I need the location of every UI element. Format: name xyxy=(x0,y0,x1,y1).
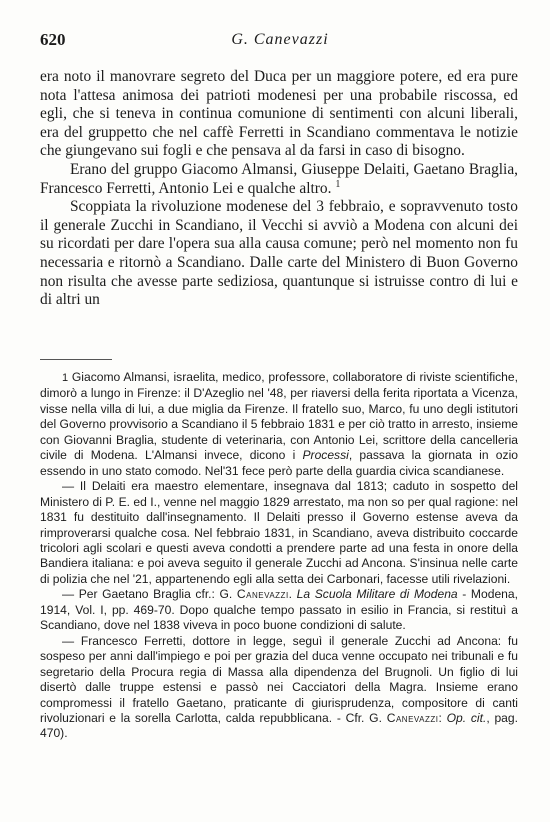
paragraph xyxy=(40,161,518,198)
paragraph-text: Erano del gruppo Giacomo Almansi, Giuseppe Delaiti, Gaetano Braglia, Francesco Ferretti, Antonio Lei e qualche altro. xyxy=(40,160,518,197)
footnote-text: . xyxy=(288,587,293,602)
footnote-separator xyxy=(40,359,112,360)
footnotes xyxy=(40,370,518,742)
footnote-reference[interactable]: 1 xyxy=(335,178,341,190)
work-title: La Scuola Militare di Modena xyxy=(296,587,458,602)
footnote: — Il Delaiti era maestro elementare, insegnava dal 1813; caduto in sospetto del Ministero di P. E. ed I., venne nel maggio 1829 arrestato, ma non so per qual ragione: nel 1831 fu destituito dall'insegnamento. Il Delaiti presso il Governo estense aveva da rimproverarsi qualche cosa. Nel febbraio 1831, in Scandiano, aveva distribuito coccarde tricolori agli scolari e questi aveva condotti a prendere parte ad una festa in onore della Bandiera italiana: e poi aveva seguito il generale Zucchi ad Ancona. S'insinua nelle carte di polizia che nel '21, appartenendo egli alla setta dei Carbonari, facesse utili rivelazioni. xyxy=(40,479,518,586)
footnote-text: , passava la giornata in ozio essendo in uno stato comodo. Nel'31 fece però parte della guardia civica scandianese. xyxy=(40,448,518,478)
running-title: G. Canevazzi xyxy=(231,31,329,48)
paragraph: era noto il manovrare segreto del Duca per un maggiore potere, ed era pure nota l'attesa animosa dei patrioti modenesi per una probabile riscossa, ed egli, che si teneva in continua comunione di sentimenti con alcuni liberali, era del gruppetto che nel caffè Ferretti in Scandiano commentava le notizie che giungevano sui fogli e che pensava al da farsi in caso di bisogno. xyxy=(40,68,518,160)
footnote-marker: 1 xyxy=(62,372,69,384)
author-name: Canevazzi xyxy=(236,587,289,602)
page-header xyxy=(40,30,520,52)
footnote xyxy=(40,634,518,742)
work-title: Op. cit. xyxy=(446,710,487,725)
footnote xyxy=(40,370,518,479)
footnote xyxy=(40,587,518,633)
main-text xyxy=(40,68,518,310)
footnote-text: , pag. 470). xyxy=(40,710,518,741)
footnote-text: - Modena, 1914, Vol. I, pp. 469-70. Dopo qualche tempo passato in esilio in Francia, si restituì a Scandiano, dove nel 1838 viveva in poco buone condizioni di salute. xyxy=(40,587,518,633)
footnote-emphasis: Processi xyxy=(302,448,349,463)
footnote-text: : xyxy=(438,710,442,725)
author-name: Canevazzi xyxy=(386,710,439,725)
footnote-text: — Francesco Ferretti, dottore in legge, seguì il generale Zucchi ad Ancona: fu sospeso per anni dall'impiego e poi per grazia del duca venne occupato nei tribunali e fu segretario della Procura regia di Massa alla dipendenza del Brugnoli. Un figlio di lui disertò dalle truppe estensi e passò nei Cacciatori della Magra. Insieme erano compromessi il fratello Gaetano, praticante di giurisprudenza, compositore di canti rivoluzionari e la sorella Carlotta, calda repubblicana. - Cfr. G. xyxy=(40,633,518,725)
page-number: 620 xyxy=(40,30,66,49)
footnote-text: — Per Gaetano Braglia cfr.: G. xyxy=(62,587,233,602)
footnote-text: Giacomo Almansi, israelita, medico, professore, collaboratore di riviste scientifiche, dimorò a lungo in Firenze: il D'Azeglio nel '48, per riaversi della ferita riportata a Vicenza, visse nella villa di lui, a due miglia da Firenze. Il fratello suo, Marco, fu uno degli istitutori del Governo provvisorio a Scandiano il 5 febbraio 1831 e per ciò tratto in arresto, insieme con Giovanni Braglia, studente di veterinaria, con Antonio Lei, scrittore della cancelleria civile di Modena. L'Almansi invece, dicono i xyxy=(40,370,518,463)
paragraph: Scoppiata la rivoluzione modenese del 3 febbraio, e sopravvenuto tosto il generale Zucchi in Scandiano, il Vecchi si avviò a Modena con alcuni dei su ricordati per dare l'opera sua alla causa comune; però nel momento non fu necessaria e ritornò a Scandiano. Dalle carte del Ministero di Buon Governo non risulta che avesse parte sediziosa, quantunque si istruisse contro di lui e di altri un xyxy=(40,198,518,309)
